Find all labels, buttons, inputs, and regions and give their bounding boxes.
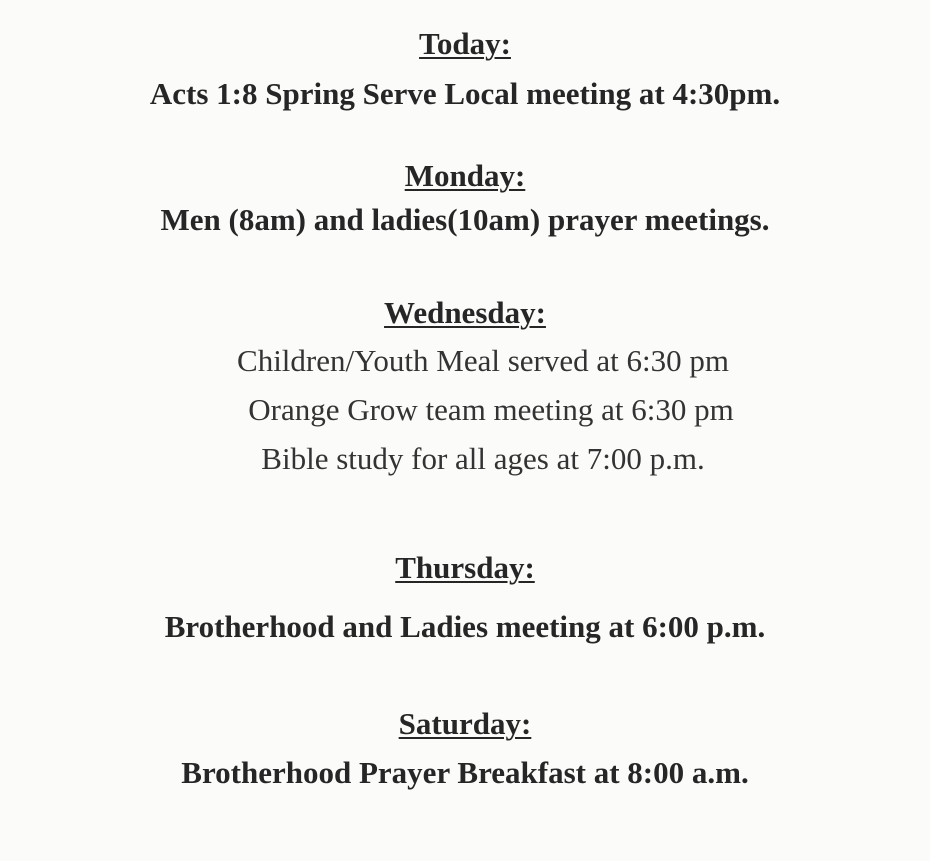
wednesday-heading: Wednesday: — [384, 295, 546, 330]
monday-heading: Monday: — [404, 158, 526, 193]
monday-announcement: Men (8am) and ladies(10am) prayer meetings. — [160, 202, 770, 237]
today-heading: Today: — [419, 26, 511, 61]
wednesday-announcement-3: Bible study for all ages at 7:00 p.m. — [261, 441, 705, 476]
saturday-announcement: Brotherhood Prayer Breakfast at 8:00 a.m. — [181, 755, 749, 790]
thursday-announcement: Brotherhood and Ladies meeting at 6:00 p.m. — [164, 609, 766, 644]
wednesday-announcement-1: Children/Youth Meal served at 6:30 pm — [237, 343, 729, 378]
today-announcement: Acts 1:8 Spring Serve Local meeting at 4:30pm. — [149, 76, 781, 111]
saturday-heading: Saturday: — [398, 706, 532, 741]
thursday-heading: Thursday: — [395, 550, 535, 585]
wednesday-announcement-2: Orange Grow team meeting at 6:30 pm — [248, 392, 734, 427]
